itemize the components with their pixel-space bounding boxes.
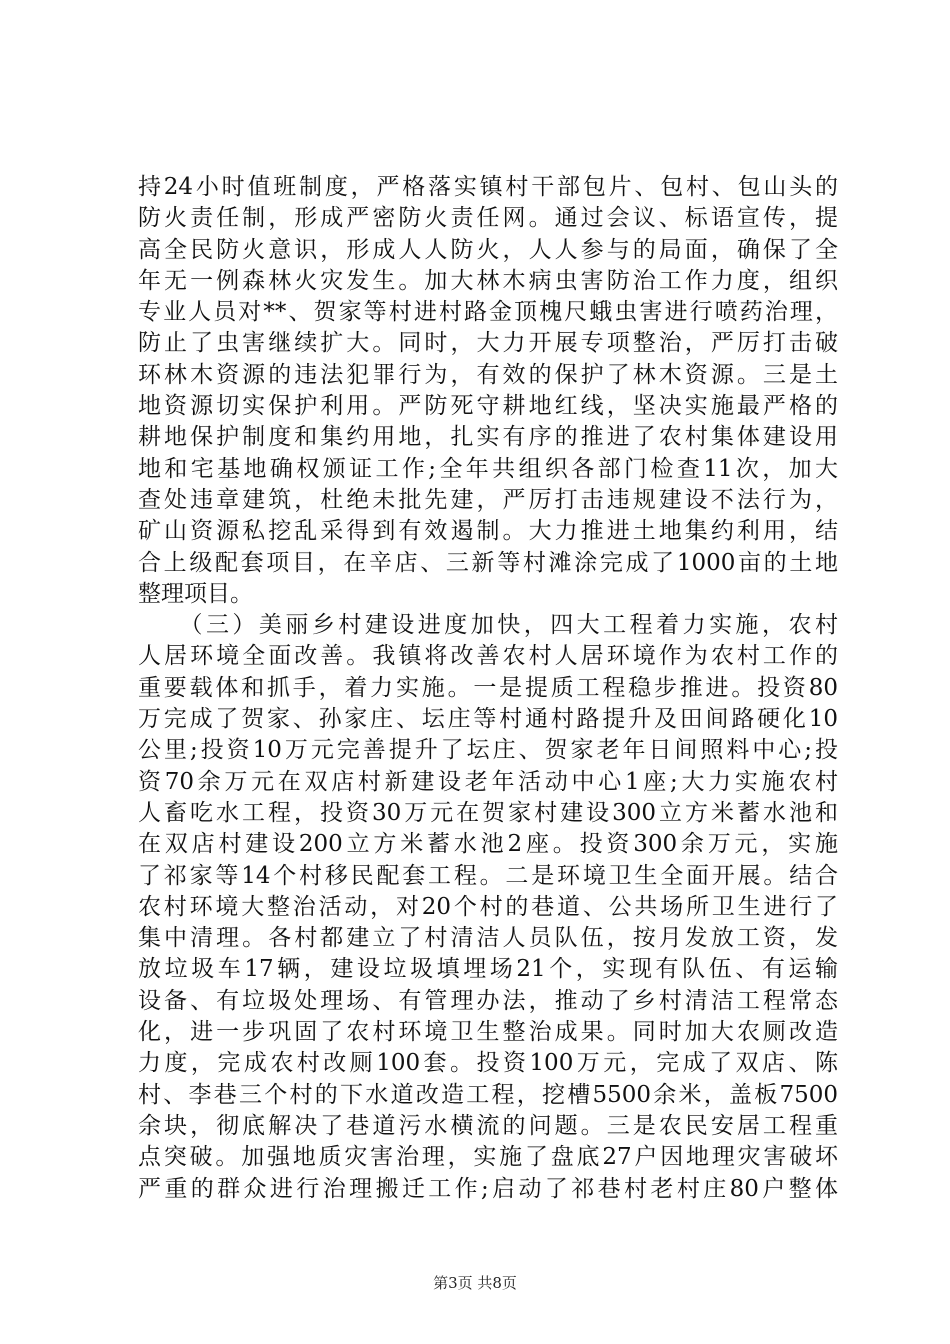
text-line: 化，进一步巩固了农村环境卫生整治成果。同时加大农厕改造 (138, 1019, 838, 1046)
section-heading-line: （三）美丽乡村建设进度加快，四大工程着力实施，农村 (138, 612, 838, 639)
text-line: 地资源切实保护利用。严防死守耕地红线，坚决实施最严格的 (138, 393, 838, 420)
text-line: 持24小时值班制度，严格落实镇村干部包片、包村、包山头的 (138, 174, 838, 200)
text-line: 严重的群众进行治理搬迁工作;启动了祁巷村老村庄80户整体 (138, 1175, 838, 1202)
text-line: 人居环境全面改善。我镇将改善农村人居环境作为农村工作的 (138, 643, 838, 670)
text-line: 重要载体和抓手，着力实施。一是提质工程稳步推进。投资80 (138, 674, 838, 701)
text-line: 查处违章建筑，杜绝未批先建，严厉打击违规建设不法行为， (138, 486, 838, 513)
text-line: 设备、有垃圾处理场、有管理办法，推动了乡村清洁工程常态 (138, 987, 838, 1014)
page-footer: 第3页 共8页 (433, 1274, 517, 1292)
text-line: 专业人员对**、贺家等村进村路金顶槐尺蛾虫害进行喷药治理， (138, 299, 838, 326)
text-line: 防止了虫害继续扩大。同时，大力开展专项整治，严厉打击破 (138, 330, 838, 357)
text-line: 环林木资源的违法犯罪行为，有效的保护了林木资源。三是土 (138, 361, 838, 388)
text-line: 矿山资源私挖乱采得到有效遏制。大力推进土地集约利用，结 (138, 518, 838, 545)
text-line: 农村环境大整治活动，对20个村的巷道、公共场所卫生进行了 (138, 893, 838, 920)
text-line: 余块，彻底解决了巷道污水横流的问题。三是农民安居工程重 (138, 1112, 838, 1139)
text-line: 力度，完成农村改厕100套。投资100万元，完成了双店、陈 (138, 1050, 838, 1077)
text-line: 人畜吃水工程，投资30万元在贺家村建设300立方米蓄水池和 (138, 799, 838, 826)
text-line: 高全民防火意识，形成人人防火，人人参与的局面，确保了全 (138, 236, 838, 263)
text-line: 点突破。加强地质灾害治理，实施了盘底27户因地理灾害破坏 (138, 1144, 838, 1171)
document-body (138, 172, 838, 1205)
text-line: 放垃圾车17辆，建设垃圾填埋场21个，实现有队伍、有运输 (138, 956, 838, 983)
text-line: 集中清理。各村都建立了村清洁人员队伍，按月发放工资，发 (138, 925, 838, 952)
text-line: 公里;投资10万元完善提升了坛庄、贺家老年日间照料中心;投 (138, 737, 838, 764)
text-line: 资70余万元在双店村新建设老年活动中心1座;大力实施农村 (138, 768, 838, 795)
text-line: 在双店村建设200立方米蓄水池2座。投资300余万元，实施 (138, 831, 838, 858)
text-line: 防火责任制，形成严密防火责任网。通过会议、标语宣传，提 (138, 205, 838, 232)
text-line: 年无一例森林火灾发生。加大林木病虫害防治工作力度，组织 (138, 267, 838, 294)
text-line: 合上级配套项目，在辛店、三新等村滩涂完成了1000亩的土地 (138, 549, 838, 576)
text-line: 地和宅基地确权颁证工作;全年共组织各部门检查11次，加大 (138, 455, 838, 482)
text-line: 了祁家等14个村移民配套工程。二是环境卫生全面开展。结合 (138, 862, 838, 889)
text-line: 村、李巷三个村的下水道改造工程，挖槽5500余米，盖板7500 (138, 1081, 838, 1108)
text-line: 耕地保护制度和集约用地，扎实有序的推进了农村集体建设用 (138, 424, 838, 451)
text-line: 万完成了贺家、孙家庄、坛庄等村通村路提升及田间路硬化10 (138, 706, 838, 733)
text-line: 整理项目。 (138, 580, 253, 607)
